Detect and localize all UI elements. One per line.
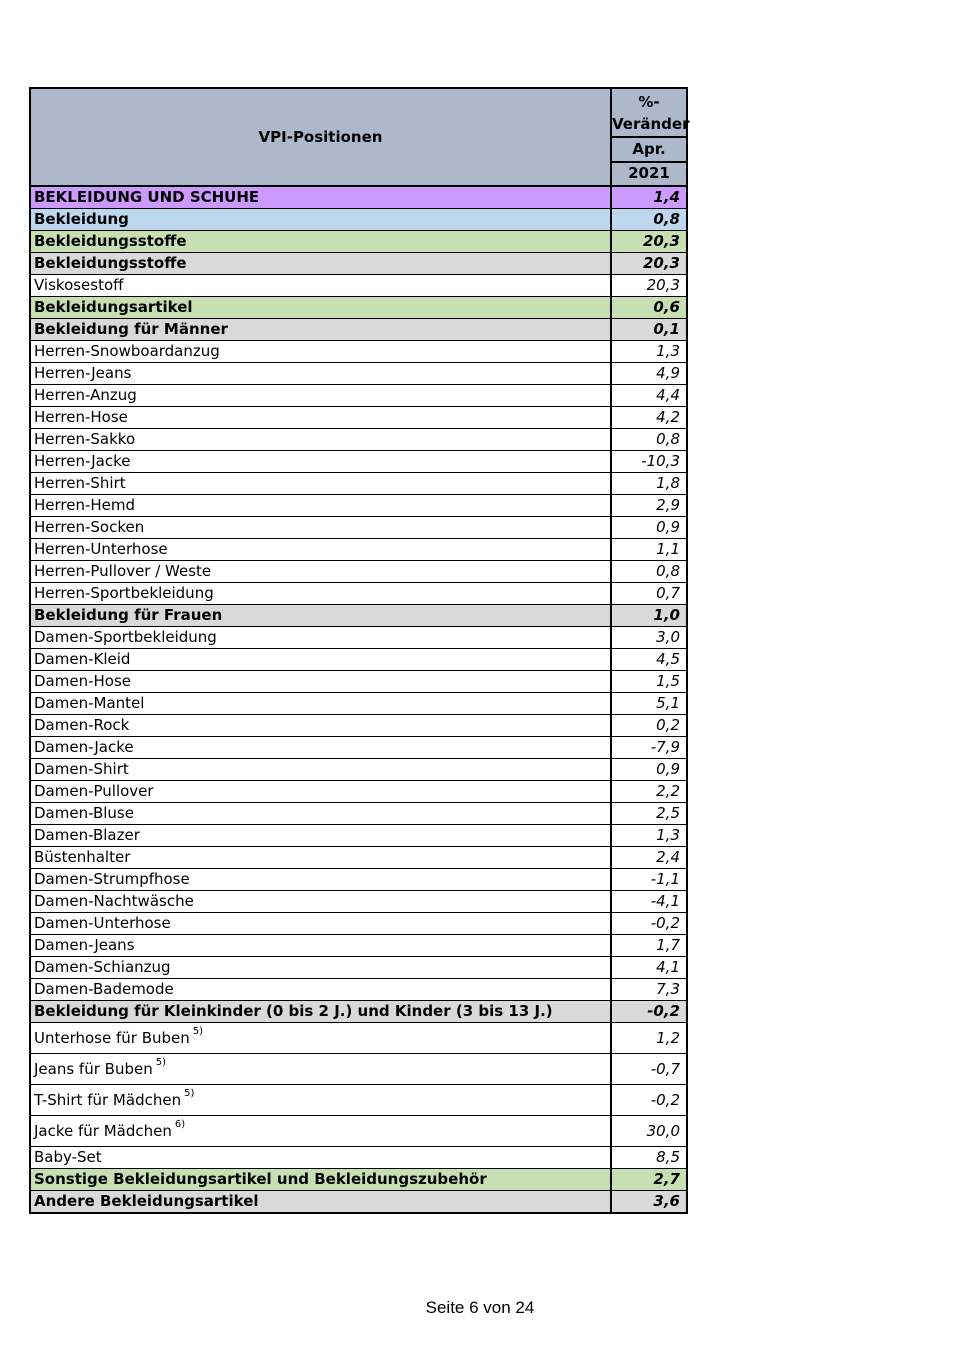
table-row [30,363,687,385]
row-label-cell [30,693,611,715]
row-label-cell [30,605,611,627]
row-value: 20,3 [611,275,687,297]
footnote-marker: 5) [184,1088,195,1099]
row-value: -0,2 [611,913,687,935]
row-label: Damen-Nachtwäsche [34,892,194,910]
row-label-cell [30,495,611,517]
row-label-cell [30,737,611,759]
row-label-cell [30,935,611,957]
row-label-cell [30,451,611,473]
row-label: Herren-Jeans [34,364,132,382]
table-row [30,539,687,561]
row-value: -0,2 [611,1085,687,1116]
table-body [30,186,687,1213]
row-label-cell [30,186,611,209]
row-label: Damen-Sportbekleidung [34,628,217,646]
row-value: -4,1 [611,891,687,913]
row-label: Damen-Strumpfhose [34,870,190,888]
row-label: Jeans für Buben [34,1060,153,1078]
table-row [30,1085,687,1116]
table-row [30,847,687,869]
table-row [30,1191,687,1214]
row-label: Herren-Shirt [34,474,126,492]
row-value: 1,8 [611,473,687,495]
row-value: 1,1 [611,539,687,561]
row-value: 4,9 [611,363,687,385]
row-label-cell [30,275,611,297]
table-row [30,1023,687,1054]
table-row [30,407,687,429]
row-label: Bekleidung für Männer [34,320,228,338]
row-label: Damen-Pullover [34,782,154,800]
row-value: 0,9 [611,759,687,781]
row-value: 1,3 [611,341,687,363]
row-value: 1,3 [611,825,687,847]
table-row [30,1147,687,1169]
row-label: Bekleidung für Kleinkinder (0 bis 2 J.) und Kinder (3 bis 13 J.) [34,1002,553,1020]
table-row [30,803,687,825]
table-row [30,429,687,451]
table-row [30,781,687,803]
row-value: 2,9 [611,495,687,517]
table-row [30,869,687,891]
table-row [30,186,687,209]
row-label-cell [30,979,611,1001]
row-label-cell [30,869,611,891]
row-value: 4,5 [611,649,687,671]
table-row [30,319,687,341]
header-change-line2: Veränder [612,114,690,133]
table-row [30,1054,687,1085]
row-label: T-Shirt für Mädchen [34,1091,182,1109]
table-row [30,1169,687,1191]
table-row [30,957,687,979]
row-value: 30,0 [611,1116,687,1147]
row-label: Unterhose für Buben [34,1029,190,1047]
row-label-cell [30,671,611,693]
row-label: Jacke für Mädchen [34,1122,172,1140]
row-label-cell [30,583,611,605]
row-value: 0,9 [611,517,687,539]
row-label-cell [30,825,611,847]
table-row [30,913,687,935]
row-value: 2,2 [611,781,687,803]
row-label: Herren-Jacke [34,452,131,470]
row-value: 1,7 [611,935,687,957]
row-label: Damen-Bademode [34,980,174,998]
row-label-cell [30,407,611,429]
table-row [30,1001,687,1023]
table-row [30,517,687,539]
row-label: Damen-Jeans [34,936,135,954]
row-label-cell [30,341,611,363]
table-row [30,209,687,231]
row-label-cell [30,1169,611,1191]
table-row [30,253,687,275]
row-label: Damen-Schianzug [34,958,171,976]
header-positions-label: VPI-Positionen [30,88,611,186]
row-label-cell [30,715,611,737]
row-label-cell [30,297,611,319]
row-label-cell [30,1191,611,1214]
table-row [30,495,687,517]
table-row [30,759,687,781]
row-value: 5,1 [611,693,687,715]
table-row [30,605,687,627]
row-label-cell [30,1116,611,1147]
row-label-cell [30,1001,611,1023]
row-value: 1,5 [611,671,687,693]
header-change-line1: %- [638,92,660,111]
row-label: Bekleidungsartikel [34,298,193,316]
table-row [30,979,687,1001]
table-row [30,297,687,319]
row-label-cell [30,429,611,451]
row-label: Herren-Pullover / Weste [34,562,212,580]
row-value: 8,5 [611,1147,687,1169]
row-label-cell [30,385,611,407]
row-label: Damen-Blazer [34,826,140,844]
row-label: Damen-Hose [34,672,132,690]
table-row [30,627,687,649]
row-value: 1,0 [611,605,687,627]
row-value: 2,5 [611,803,687,825]
row-label: Herren-Anzug [34,386,137,404]
row-value: 1,2 [611,1023,687,1054]
row-label-cell [30,649,611,671]
footnote-marker: 5) [192,1026,204,1037]
row-value: 2,7 [611,1169,687,1191]
row-value: 3,0 [611,627,687,649]
row-label-cell [30,759,611,781]
row-value: 0,8 [611,209,687,231]
table-row [30,891,687,913]
row-value: 1,4 [611,186,687,209]
table-row [30,1116,687,1147]
row-value: 3,6 [611,1191,687,1214]
row-label: BEKLEIDUNG UND SCHUHE [34,188,260,206]
row-label-cell [30,561,611,583]
row-label-cell [30,319,611,341]
footnote-marker: 5) [155,1057,166,1068]
table-row [30,737,687,759]
row-label-cell [30,957,611,979]
row-value: 0,7 [611,583,687,605]
row-label: Damen-Jacke [34,738,134,756]
table-row [30,561,687,583]
row-value: 4,1 [611,957,687,979]
row-label-cell [30,1085,611,1116]
table-row [30,715,687,737]
row-value: -10,3 [611,451,687,473]
row-label: Damen-Bluse [34,804,134,822]
row-value: 7,3 [611,979,687,1001]
row-label: Herren-Sportbekleidung [34,584,214,602]
row-value: -1,1 [611,869,687,891]
row-label: Damen-Rock [34,716,130,734]
row-label: Bekleidung [34,210,129,228]
row-label-cell [30,1023,611,1054]
row-label: Damen-Kleid [34,650,131,668]
header-year: 2021 [611,162,687,187]
table-row [30,693,687,715]
row-label-cell [30,803,611,825]
page-number: Seite 6 von 24 [425,1298,535,1317]
row-label-cell [30,627,611,649]
table-row [30,649,687,671]
row-label: Herren-Sakko [34,430,136,448]
table-row [30,451,687,473]
row-value: -7,9 [611,737,687,759]
table-row [30,385,687,407]
row-label: Bekleidung für Frauen [34,606,223,624]
table-row [30,935,687,957]
table-row [30,825,687,847]
row-value: -0,2 [611,1001,687,1023]
row-value: 4,2 [611,407,687,429]
row-label-cell [30,363,611,385]
row-label: Damen-Shirt [34,760,129,778]
row-label-cell [30,517,611,539]
row-label: Damen-Mantel [34,694,145,712]
row-label-cell [30,1147,611,1169]
row-value: 2,4 [611,847,687,869]
row-value: 0,8 [611,561,687,583]
row-label-cell [30,539,611,561]
row-value: 0,6 [611,297,687,319]
row-value: 20,3 [611,231,687,253]
row-label: Baby-Set [34,1148,102,1166]
row-label-cell [30,891,611,913]
row-label: Sonstige Bekleidungsartikel und Bekleidungszubehör [34,1170,487,1188]
row-label: Andere Bekleidungsartikel [34,1192,259,1210]
table-row [30,341,687,363]
row-label: Herren-Socken [34,518,145,536]
row-label: Herren-Hemd [34,496,136,514]
row-label: Herren-Snowboardanzug [34,342,220,360]
row-label: Bekleidungsstoffe [34,232,187,250]
row-value: 0,2 [611,715,687,737]
footnote-marker: 6) [174,1119,186,1130]
header-change-label [611,88,690,137]
row-value: 20,3 [611,253,687,275]
table-row [30,671,687,693]
table-row [30,583,687,605]
price-change-table [29,87,688,1214]
row-label: Bekleidungsstoffe [34,254,187,272]
row-label-cell [30,913,611,935]
row-label: Herren-Hose [34,408,128,426]
header-month: Apr. [611,137,687,162]
row-label-cell [30,473,611,495]
table-row [30,275,687,297]
row-label-cell [30,209,611,231]
row-value: 0,1 [611,319,687,341]
row-label-cell [30,847,611,869]
table-row [30,231,687,253]
row-value: -0,7 [611,1054,687,1085]
row-value: 4,4 [611,385,687,407]
row-value: 0,8 [611,429,687,451]
row-label-cell [30,781,611,803]
row-label-cell [30,1054,611,1085]
row-label-cell [30,253,611,275]
table-row [30,473,687,495]
row-label: Herren-Unterhose [34,540,168,558]
row-label: Viskosestoff [34,276,124,294]
row-label: Damen-Unterhose [34,914,171,932]
row-label: Büstenhalter [34,848,131,866]
row-label-cell [30,231,611,253]
